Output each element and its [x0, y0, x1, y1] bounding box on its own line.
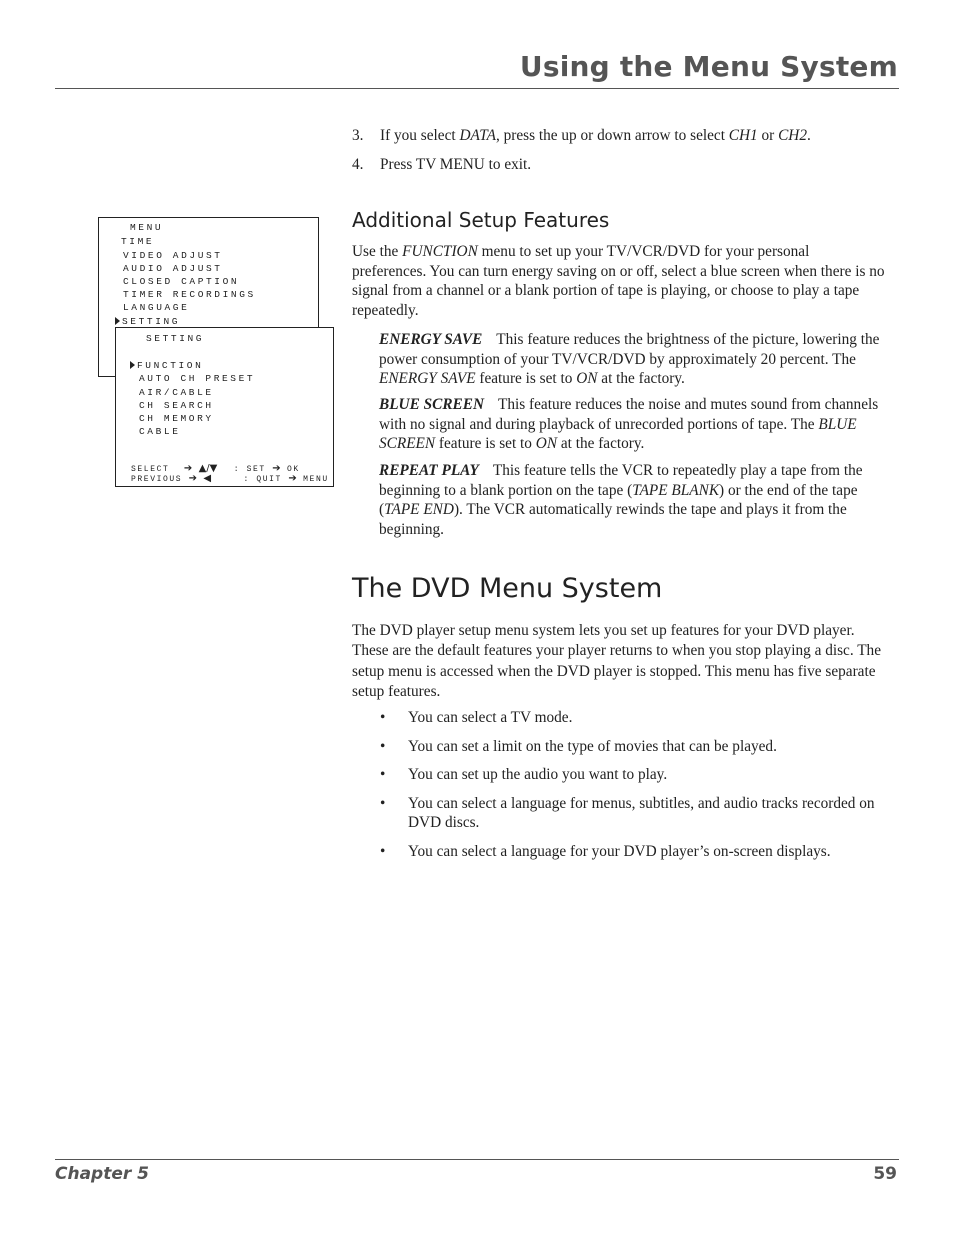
- bullet-icon: •: [380, 737, 386, 755]
- pointer-arrow-icon: [130, 361, 135, 369]
- ch1-term: CH1: [728, 127, 758, 144]
- legend-previous-label: PREVIOUS: [131, 475, 183, 484]
- bullet-item: [380, 737, 890, 757]
- menu-item-timer-recordings: TIMER RECORDINGS: [123, 289, 256, 300]
- footer-rule: [55, 1159, 899, 1160]
- bullet-item: [380, 765, 890, 785]
- section-heading-additional: Additional Setup Features: [352, 208, 610, 232]
- step-number: 3.: [352, 127, 364, 144]
- function-term: FUNCTION: [402, 243, 478, 260]
- dvd-bullet-list: [380, 708, 890, 870]
- arrow-right-icon: ➔: [183, 463, 193, 474]
- bullet-text: You can select a TV mode.: [408, 709, 573, 726]
- italic-term: ON: [535, 435, 558, 452]
- submenu-title: SETTING: [146, 333, 205, 344]
- up-down-arrows-icon: ▲/▼: [198, 463, 218, 474]
- bullet-item: [380, 794, 890, 833]
- bullet-item: [380, 708, 890, 728]
- bullet-text: You can select a language for menus, subtitles, and audio tracks recorded on DVD discs.: [408, 794, 875, 831]
- italic-term: TAPE END: [384, 501, 454, 518]
- menu-title: MENU: [130, 222, 164, 233]
- italic-term: TAPE BLANK: [632, 481, 720, 499]
- italic-term: ENERGY SAVE: [379, 370, 476, 387]
- pointer-arrow-icon: [115, 317, 120, 325]
- legend-menu-label: MENU: [303, 475, 329, 484]
- bullet-icon: •: [380, 794, 386, 812]
- menu-item-time: TIME: [121, 236, 155, 247]
- intro-paragraph: [352, 242, 887, 320]
- feature-term: REPEAT PLAY: [379, 462, 479, 479]
- legend-quit-label: : QUIT: [243, 475, 282, 484]
- menu-item-setting: [115, 316, 180, 327]
- step-text: .: [807, 127, 811, 144]
- submenu-item-function: [130, 360, 203, 371]
- feature-energy-save: [379, 330, 887, 389]
- page-title: Using the Menu System: [519, 50, 898, 83]
- submenu-item-ch-memory: CH MEMORY: [139, 413, 214, 424]
- step-text: or: [757, 127, 779, 144]
- left-arrow-icon: ◀: [203, 473, 212, 484]
- text: feature is set to: [435, 435, 536, 452]
- bullet-text: You can select a language for your DVD player’s on-screen displays.: [408, 842, 831, 860]
- feature-repeat-play: [379, 461, 887, 539]
- data-term: DATA: [459, 127, 496, 144]
- text: ) or the end of the tape (: [379, 481, 858, 518]
- step-item: [352, 126, 892, 146]
- feature-term: ENERGY SAVE: [379, 331, 483, 348]
- text: This feature reduces the noise and mutes sound from channels with no signal and during playback of unrecorded portions of tape. The: [379, 396, 879, 433]
- legend-ok-label: OK: [286, 465, 300, 474]
- bullet-icon: •: [380, 766, 386, 783]
- menu-item-audio-adjust: AUDIO ADJUST: [123, 263, 223, 274]
- text: This feature reduces the brightness of the picture, lowering the power consumption of your TV/VCR/DVD by approximately 20 percent. The: [379, 331, 880, 368]
- submenu-item-air-cable: AIR/CABLE: [139, 387, 214, 398]
- arrow-right-icon: ➔: [288, 473, 297, 484]
- menu-item-video-adjust: VIDEO ADJUST: [123, 250, 223, 261]
- page-number: 59: [873, 1164, 897, 1184]
- step-text: , press the up or down arrow to select: [495, 127, 729, 144]
- tv-setting-menu: [115, 327, 334, 487]
- submenu-item-label: FUNCTION: [137, 360, 204, 371]
- footer-chapter: Chapter 5: [55, 1164, 150, 1184]
- legend-select-label: SELECT: [131, 465, 170, 474]
- legend-previous-row: [131, 473, 329, 484]
- menu-item-label: SETTING: [122, 316, 181, 327]
- italic-term: ON: [576, 370, 598, 387]
- arrow-right-icon: ➔: [188, 473, 198, 484]
- bullet-text: You can set up the audio you want to play.: [408, 766, 668, 783]
- submenu-item-cable: CABLE: [139, 426, 181, 437]
- feature-term: BLUE SCREEN: [379, 396, 484, 413]
- feature-blue-screen: [379, 395, 887, 454]
- text: menu to set up your TV/VCR/DVD for your personal preferences. You can turn energy saving on or off, select a blue screen when there is no signal from a channel or a blank portion of tape is playing, or choose to play a tape repeatedly.: [352, 243, 885, 319]
- dvd-paragraph: The DVD player setup menu system lets you set up features for your DVD player. These are the default features your player returns to when you stop playing a disc. The setup menu is accessed when the DVD player is stopped. This menu has five separate setup features.: [352, 622, 881, 700]
- italic-term: BLUE SCREEN: [379, 415, 857, 452]
- bullet-icon: •: [380, 709, 386, 726]
- text: Use the: [352, 243, 403, 260]
- legend-set-label: : SET: [233, 465, 266, 474]
- title-rule: [55, 88, 899, 89]
- submenu-item-auto-ch-preset: AUTO CH PRESET: [139, 373, 256, 384]
- step-text: Press TV MENU to exit.: [380, 155, 532, 173]
- step-text: If you select: [380, 127, 460, 144]
- arrow-right-icon: ➔: [272, 463, 281, 474]
- text: at the factory.: [557, 435, 645, 452]
- bullet-icon: •: [380, 842, 386, 860]
- menu-item-language: LANGUAGE: [123, 302, 190, 313]
- ch2-term: CH2: [778, 127, 807, 144]
- section-heading-dvd: The DVD Menu System: [352, 573, 663, 604]
- step-item: [352, 155, 892, 175]
- text: This feature tells the VCR to repeatedly play a tape from the beginning to a blank portion on the tape (: [379, 462, 863, 499]
- bullet-item: [380, 842, 890, 862]
- text: at the factory.: [597, 370, 685, 387]
- text: feature is set to: [475, 370, 577, 387]
- menu-item-closed-caption: CLOSED CAPTION: [123, 276, 240, 287]
- bullet-text: You can set a limit on the type of movies that can be played.: [408, 737, 777, 755]
- text: ). The VCR automatically rewinds the tape and plays it from the beginning.: [379, 501, 847, 538]
- step-number: 4.: [352, 155, 364, 173]
- step-list: [352, 126, 892, 183]
- submenu-item-ch-search: CH SEARCH: [139, 400, 214, 411]
